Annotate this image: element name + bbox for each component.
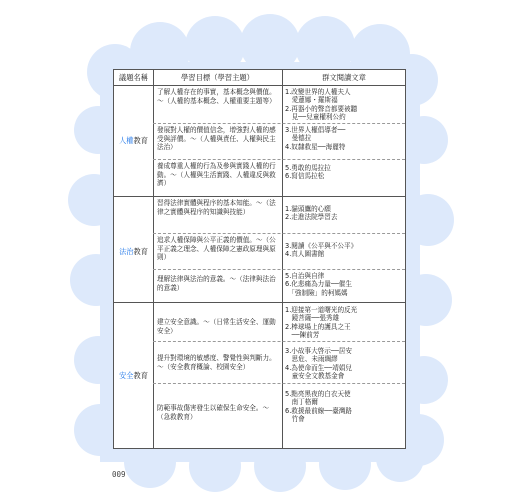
articles-human-rights-1: 1.改變世界的人權夫人 愛蓮娜・羅斯福 2.再器小的聲音都要被聽 見──兒童權利公約 (285, 88, 358, 122)
goal-safety-1: 建立安全意識。～（日常生活安全、運動安全） (157, 318, 276, 335)
articles-rule-of-law-3: 5.自治與自律 6.化悲痛為力量──催生 「強制險」的柯媽媽 (285, 272, 352, 297)
header-topic: 議題名稱 (118, 73, 149, 82)
articles-human-rights-3: 5.勇敢的馬拉拉 6.寫信馬拉松 (285, 164, 331, 181)
goal-human-rights-2: 發展對人權的價值信念，增強對人權的感受與評價。～（人權與責任、人權與民主法治） (157, 126, 276, 152)
curriculum-table (113, 69, 406, 449)
goal-rule-of-law-2: 追求人權保障與公平正義的價值。～（公平正義之理念、人權保障之憲政原理與原則） (157, 236, 276, 262)
goal-rule-of-law-3: 理解法律與法治的意義。～（法律與法治的意義） (157, 275, 276, 292)
goal-safety-3: 防範事故傷害發生以確保生命安全。～（急救教育） (157, 404, 270, 421)
topic-safety: 安全教育 (119, 371, 148, 380)
articles-safety-3: 5.點亮黑夜的白衣天使 南丁格爾 6.救援最前線──臺灣路 竹會 (285, 390, 352, 424)
header-goal: 學習目標（學習主題） (181, 73, 254, 82)
topic-human-rights: 人權教育 (119, 136, 148, 145)
goal-safety-2: 提升對環境的敏感度、警覺性與判斷力。～（安全教育概論、校園安全） (157, 354, 276, 371)
articles-safety-2: 3.小故事大啓示──居安 思危、未雨綢繆 4.為使命而生──靖娟兒 童安全文教基金會 (285, 347, 352, 381)
articles-human-rights-2: 3.世界人權倡導者── 曼德拉 4.奴隸救星──海麗特 (285, 126, 346, 151)
goal-rule-of-law-1: 習得法律實體與程序的基本知能。～（法律之實體與程序的知識與技能） (157, 199, 276, 216)
goal-human-rights-3: 養成尊重人權的行為及參與實踐人權的行動。～（人權與生活實踐、人權違反與救濟） (157, 162, 276, 188)
goal-human-rights-1: 了解人權存在的事實，基本概念與價值。～（人權的基本概念、人權重要主題等） (157, 88, 276, 105)
articles-rule-of-law-1: 1.貓頭鷹的心願 2.走進法院學習去 (285, 205, 338, 222)
articles-rule-of-law-2: 3.閱讀《公平與不公平》 4.真人圖書館 (285, 242, 358, 259)
topic-rule-of-law: 法治教育 (119, 247, 148, 256)
page-number: 009 (112, 470, 126, 479)
header-reading: 群文閱讀文章 (322, 73, 366, 82)
articles-safety-1: 1.迎接第一道曙光的反光 鏡菩薩──張秀雄 2.棒球場上的護具之王 ──陳前芳 (285, 306, 358, 340)
